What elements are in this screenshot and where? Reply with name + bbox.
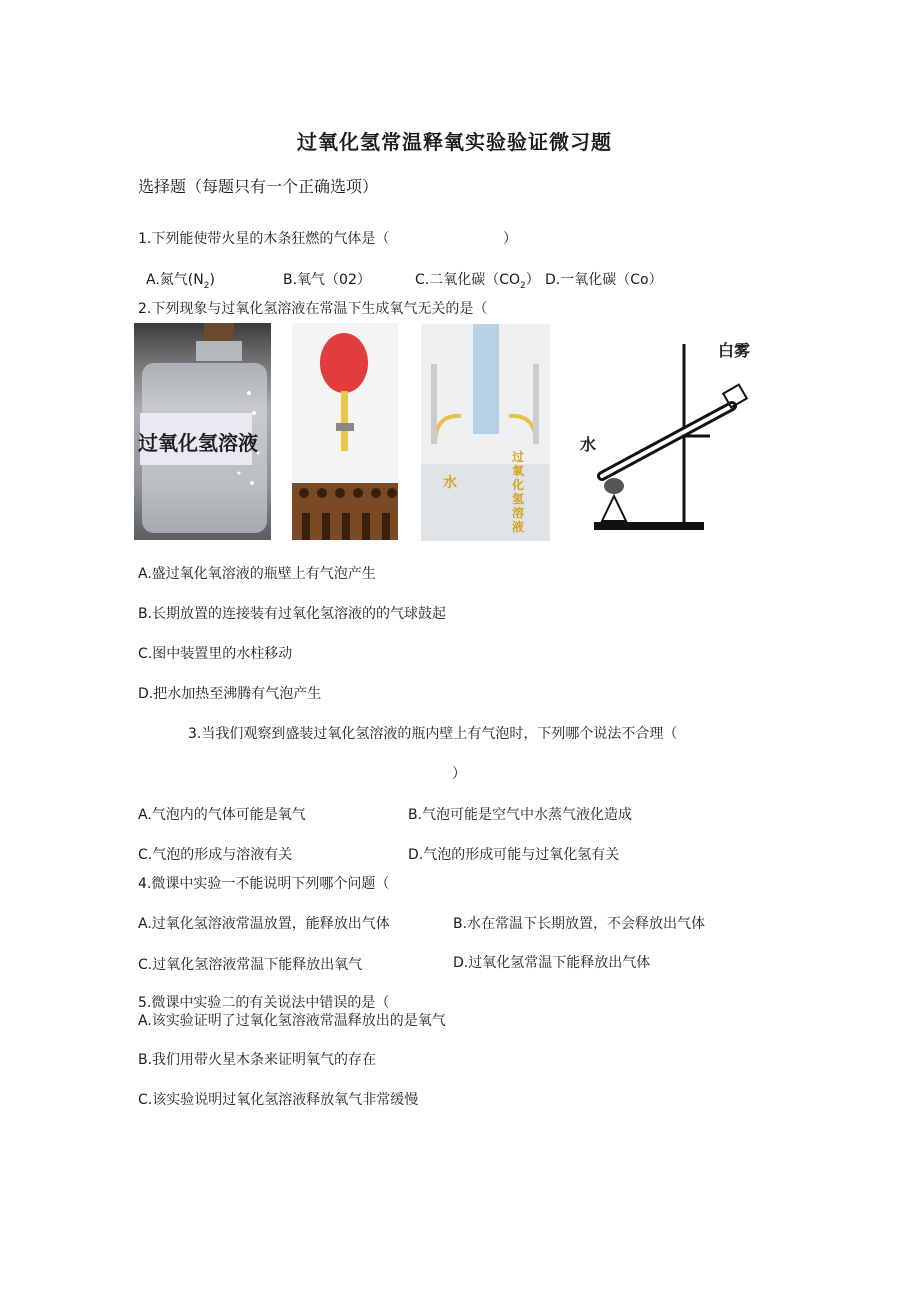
question-1-stem <box>138 228 389 248</box>
page-title: 过氧化氢常温释氧实验验证微习题 <box>297 130 612 154</box>
question-4-stem: 4.微课中实验一不能说明下列哪个问题（ <box>138 876 390 892</box>
question-5-stem: 5.微课中实验二的有关说法中错误的是（ <box>138 995 390 1011</box>
question-1-option-a <box>146 269 215 291</box>
balloon-illustration <box>292 323 398 540</box>
question-5-option-a: A.该实验证明了过氧化氢溶液常温释放出的是氧气 <box>138 1013 446 1029</box>
question-3-close: ） <box>452 766 466 782</box>
option-c-subscript: 2 <box>520 280 526 291</box>
option-c-close: ） <box>525 272 540 288</box>
question-3-stem: 3.当我们观察到盛装过氧化氢溶液的瓶内壁上有气泡时，下列哪个说法不合理（ <box>188 726 678 742</box>
heat-mist-label: 白雾 <box>718 341 751 360</box>
question-2-stem: 2.下列现象与过氧化氢溶液在常温下生成氧气无关的是（ <box>138 301 488 317</box>
tube-left-label: 水 <box>443 475 457 491</box>
question-4-option-d: D.过氧化氢常温下能释放出气体 <box>453 955 651 971</box>
question-3-option-d: D.气泡的形成可能与过氧化氢有关 <box>408 847 620 863</box>
apparatus-illustration <box>572 336 777 542</box>
option-a-text: A.氮气(N <box>146 272 204 288</box>
option-a-subscript: 2 <box>203 280 210 291</box>
question-4-option-a: A.过氧化氢溶液常温放置，能释放出气体 <box>138 916 390 932</box>
question-2-option-a: A.盛过氧化氧溶液的瓶壁上有气泡产生 <box>138 566 376 582</box>
question-3-option-b: B.气泡可能是空气中水蒸气液化造成 <box>408 807 633 823</box>
option-c-text: C.二氧化碳（CO <box>415 272 521 288</box>
option-a-close: ) <box>209 272 215 288</box>
bottle-label: 过氧化氢溶液 <box>138 431 258 455</box>
question-5-option-b: B.我们用带火星木条来证明氧气的存在 <box>138 1052 377 1068</box>
section-heading: 选择题（每题只有一个正确选项） <box>138 177 379 196</box>
heat-water-label: 水 <box>580 435 597 454</box>
question-2-option-b: B.长期放置的连接装有过氧化氢溶液的的气球鼓起 <box>138 606 447 622</box>
question-2-option-d: D.把水加热至沸腾有气泡产生 <box>138 686 322 702</box>
figure-tubes-photo <box>421 324 550 541</box>
tubes-illustration <box>421 324 550 541</box>
question-1-option-b: B.氧气（02） <box>283 272 371 288</box>
question-2-option-c: C.图中装置里的水柱移动 <box>138 646 293 662</box>
question-3-option-c: C.气泡的形成与溶液有关 <box>138 847 293 863</box>
question-1-close: ） <box>503 231 517 247</box>
figure-balloon-photo <box>292 323 398 540</box>
question-1-option-d: D.一氧化碳（Co） <box>545 272 663 288</box>
figure-heating-apparatus <box>572 336 777 542</box>
question-3-option-a: A.气泡内的气体可能是氧气 <box>138 807 306 823</box>
question-1-option-c <box>415 269 540 291</box>
question-5-option-c: C.该实验说明过氧化氢溶液释放氧气非常缓慢 <box>138 1092 419 1108</box>
question-1-text: 1.下列能使带火星的木条狂燃的气体是（ <box>138 231 390 247</box>
question-4-option-b: B.水在常温下长期放置，不会释放出气体 <box>453 916 706 932</box>
tube-right-label: 过氧化氢溶液 <box>512 450 525 534</box>
question-4-option-c: C.过氧化氢溶液常温下能释放出氧气 <box>138 957 363 973</box>
figure-bottle-photo <box>134 323 271 540</box>
